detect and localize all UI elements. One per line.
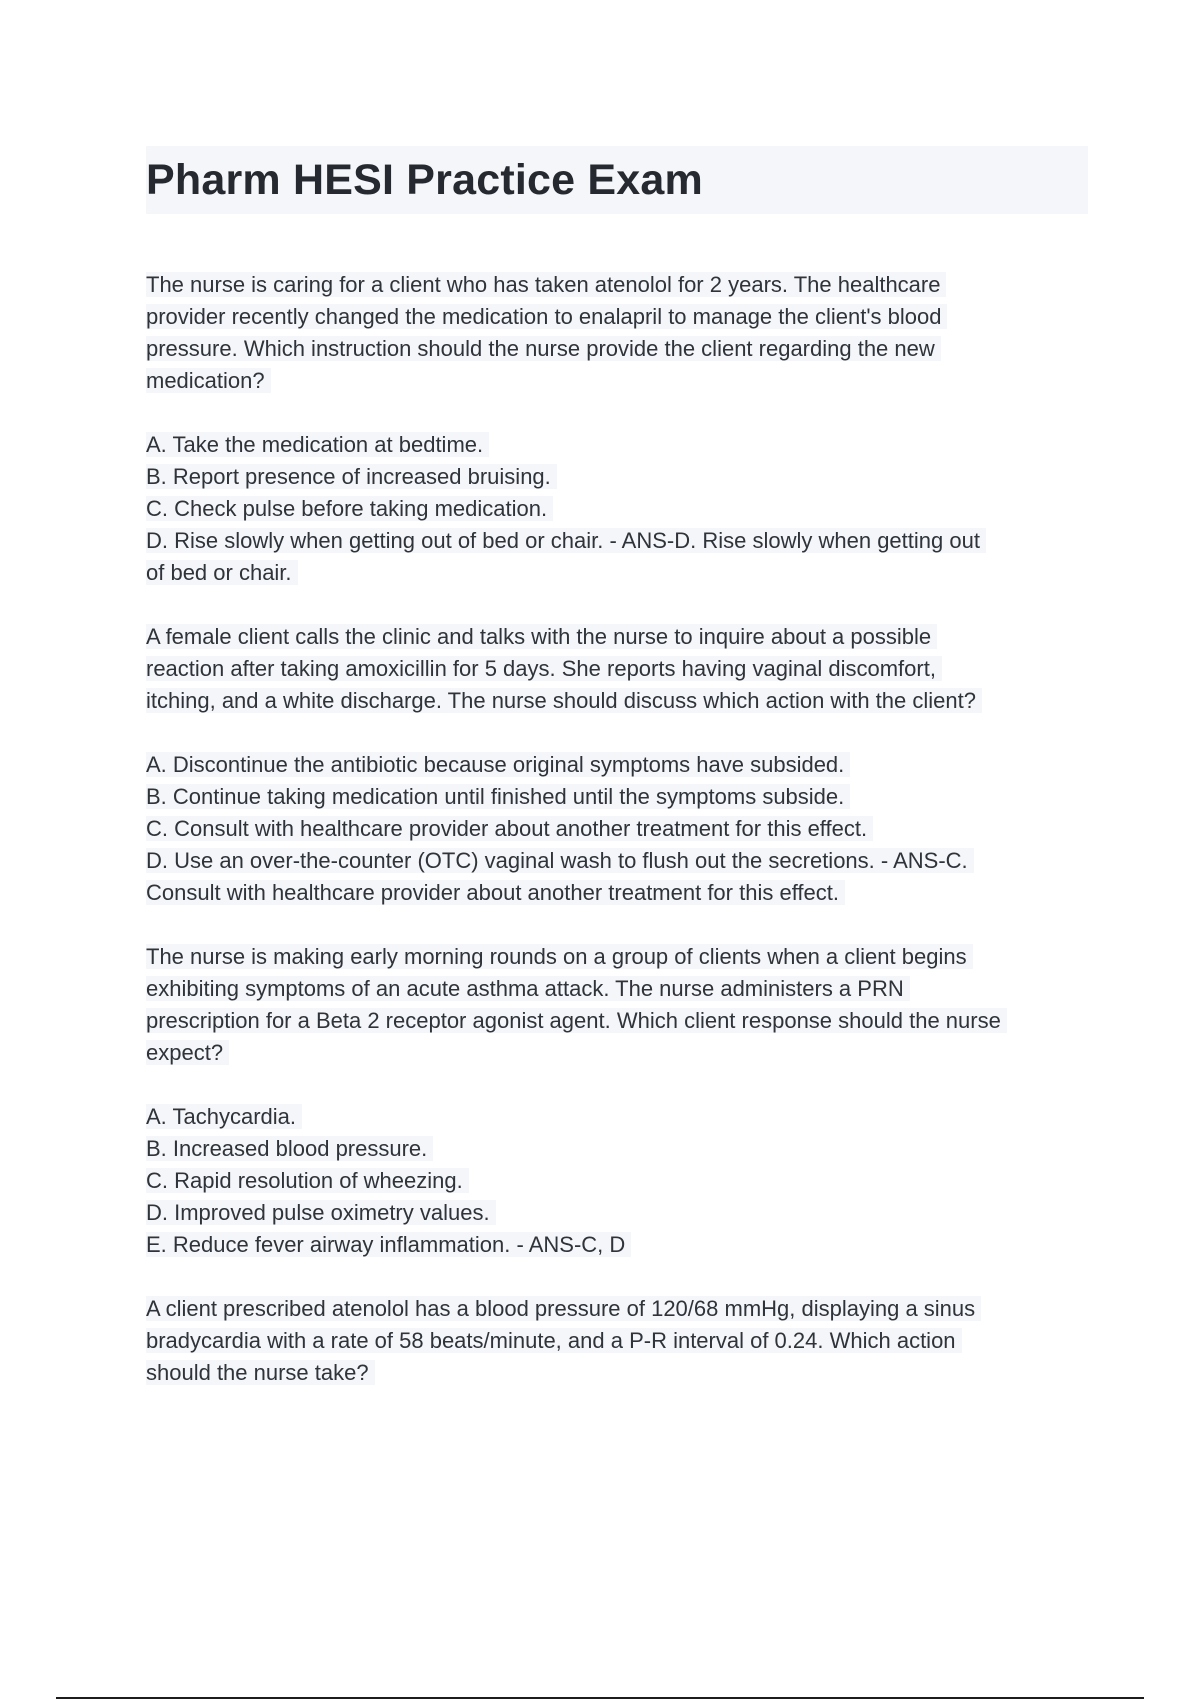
option-line: A. Tachycardia. <box>146 1104 302 1129</box>
option-line: E. Reduce fever airway inflammation. - ANS-C, D <box>146 1232 631 1257</box>
stem-line: provider recently changed the medication to enalapril to manage the client's blood <box>146 304 947 329</box>
title-banner <box>146 146 1088 214</box>
answer-options <box>146 429 1088 589</box>
stem-line: bradycardia with a rate of 58 beats/minute, and a P-R interval of 0.24. Which action <box>146 1328 962 1353</box>
page-title: Pharm HESI Practice Exam <box>146 155 703 204</box>
spacer <box>146 1069 1088 1101</box>
spacer <box>146 1261 1088 1293</box>
stem-line: exhibiting symptoms of an acute asthma attack. The nurse administers a PRN <box>146 976 910 1001</box>
question-stem <box>146 621 1088 717</box>
spacer <box>146 589 1088 621</box>
option-line: B. Increased blood pressure. <box>146 1136 433 1161</box>
stem-line: itching, and a white discharge. The nurse should discuss which action with the client? <box>146 688 982 713</box>
option-line: A. Take the medication at bedtime. <box>146 432 489 457</box>
page-bottom-rule <box>56 1697 1144 1699</box>
question-stem <box>146 941 1088 1069</box>
stem-line: pressure. Which instruction should the nurse provide the client regarding the new <box>146 336 941 361</box>
stem-line: A client prescribed atenolol has a blood pressure of 120/68 mmHg, displaying a sinus <box>146 1296 981 1321</box>
answer-options <box>146 1101 1088 1261</box>
spacer <box>146 717 1088 749</box>
option-line: A. Discontinue the antibiotic because original symptoms have subsided. <box>146 752 850 777</box>
option-line: B. Continue taking medication until finished until the symptoms subside. <box>146 784 850 809</box>
option-line: Consult with healthcare provider about another treatment for this effect. <box>146 880 845 905</box>
option-line: D. Rise slowly when getting out of bed or chair. - ANS-D. Rise slowly when getting out <box>146 528 986 553</box>
stem-line: medication? <box>146 368 271 393</box>
question-block <box>146 941 1088 1261</box>
stem-line: prescription for a Beta 2 receptor agonist agent. Which client response should the nurse <box>146 1008 1007 1033</box>
option-line: D. Improved pulse oximetry values. <box>146 1200 496 1225</box>
answer-options <box>146 749 1088 909</box>
question-block <box>146 1293 1088 1389</box>
question-stem <box>146 269 1088 397</box>
option-line: B. Report presence of increased bruising. <box>146 464 557 489</box>
option-line: C. Rapid resolution of wheezing. <box>146 1168 469 1193</box>
question-block <box>146 269 1088 589</box>
question-block <box>146 621 1088 909</box>
stem-line: should the nurse take? <box>146 1360 375 1385</box>
stem-line: The nurse is making early morning rounds on a group of clients when a client begins <box>146 944 973 969</box>
stem-line: reaction after taking amoxicillin for 5 days. She reports having vaginal discomfort, <box>146 656 942 681</box>
document-body <box>146 269 1088 1389</box>
option-line: of bed or chair. <box>146 560 298 585</box>
stem-line: A female client calls the clinic and talks with the nurse to inquire about a possible <box>146 624 937 649</box>
option-line: C. Check pulse before taking medication. <box>146 496 553 521</box>
document-page <box>146 146 1088 1389</box>
stem-line: The nurse is caring for a client who has taken atenolol for 2 years. The healthcare <box>146 272 946 297</box>
stem-line: expect? <box>146 1040 229 1065</box>
spacer <box>146 397 1088 429</box>
spacer <box>146 909 1088 941</box>
option-line: D. Use an over-the-counter (OTC) vaginal wash to flush out the secretions. - ANS-C. <box>146 848 974 873</box>
option-line: C. Consult with healthcare provider about another treatment for this effect. <box>146 816 873 841</box>
question-stem <box>146 1293 1088 1389</box>
